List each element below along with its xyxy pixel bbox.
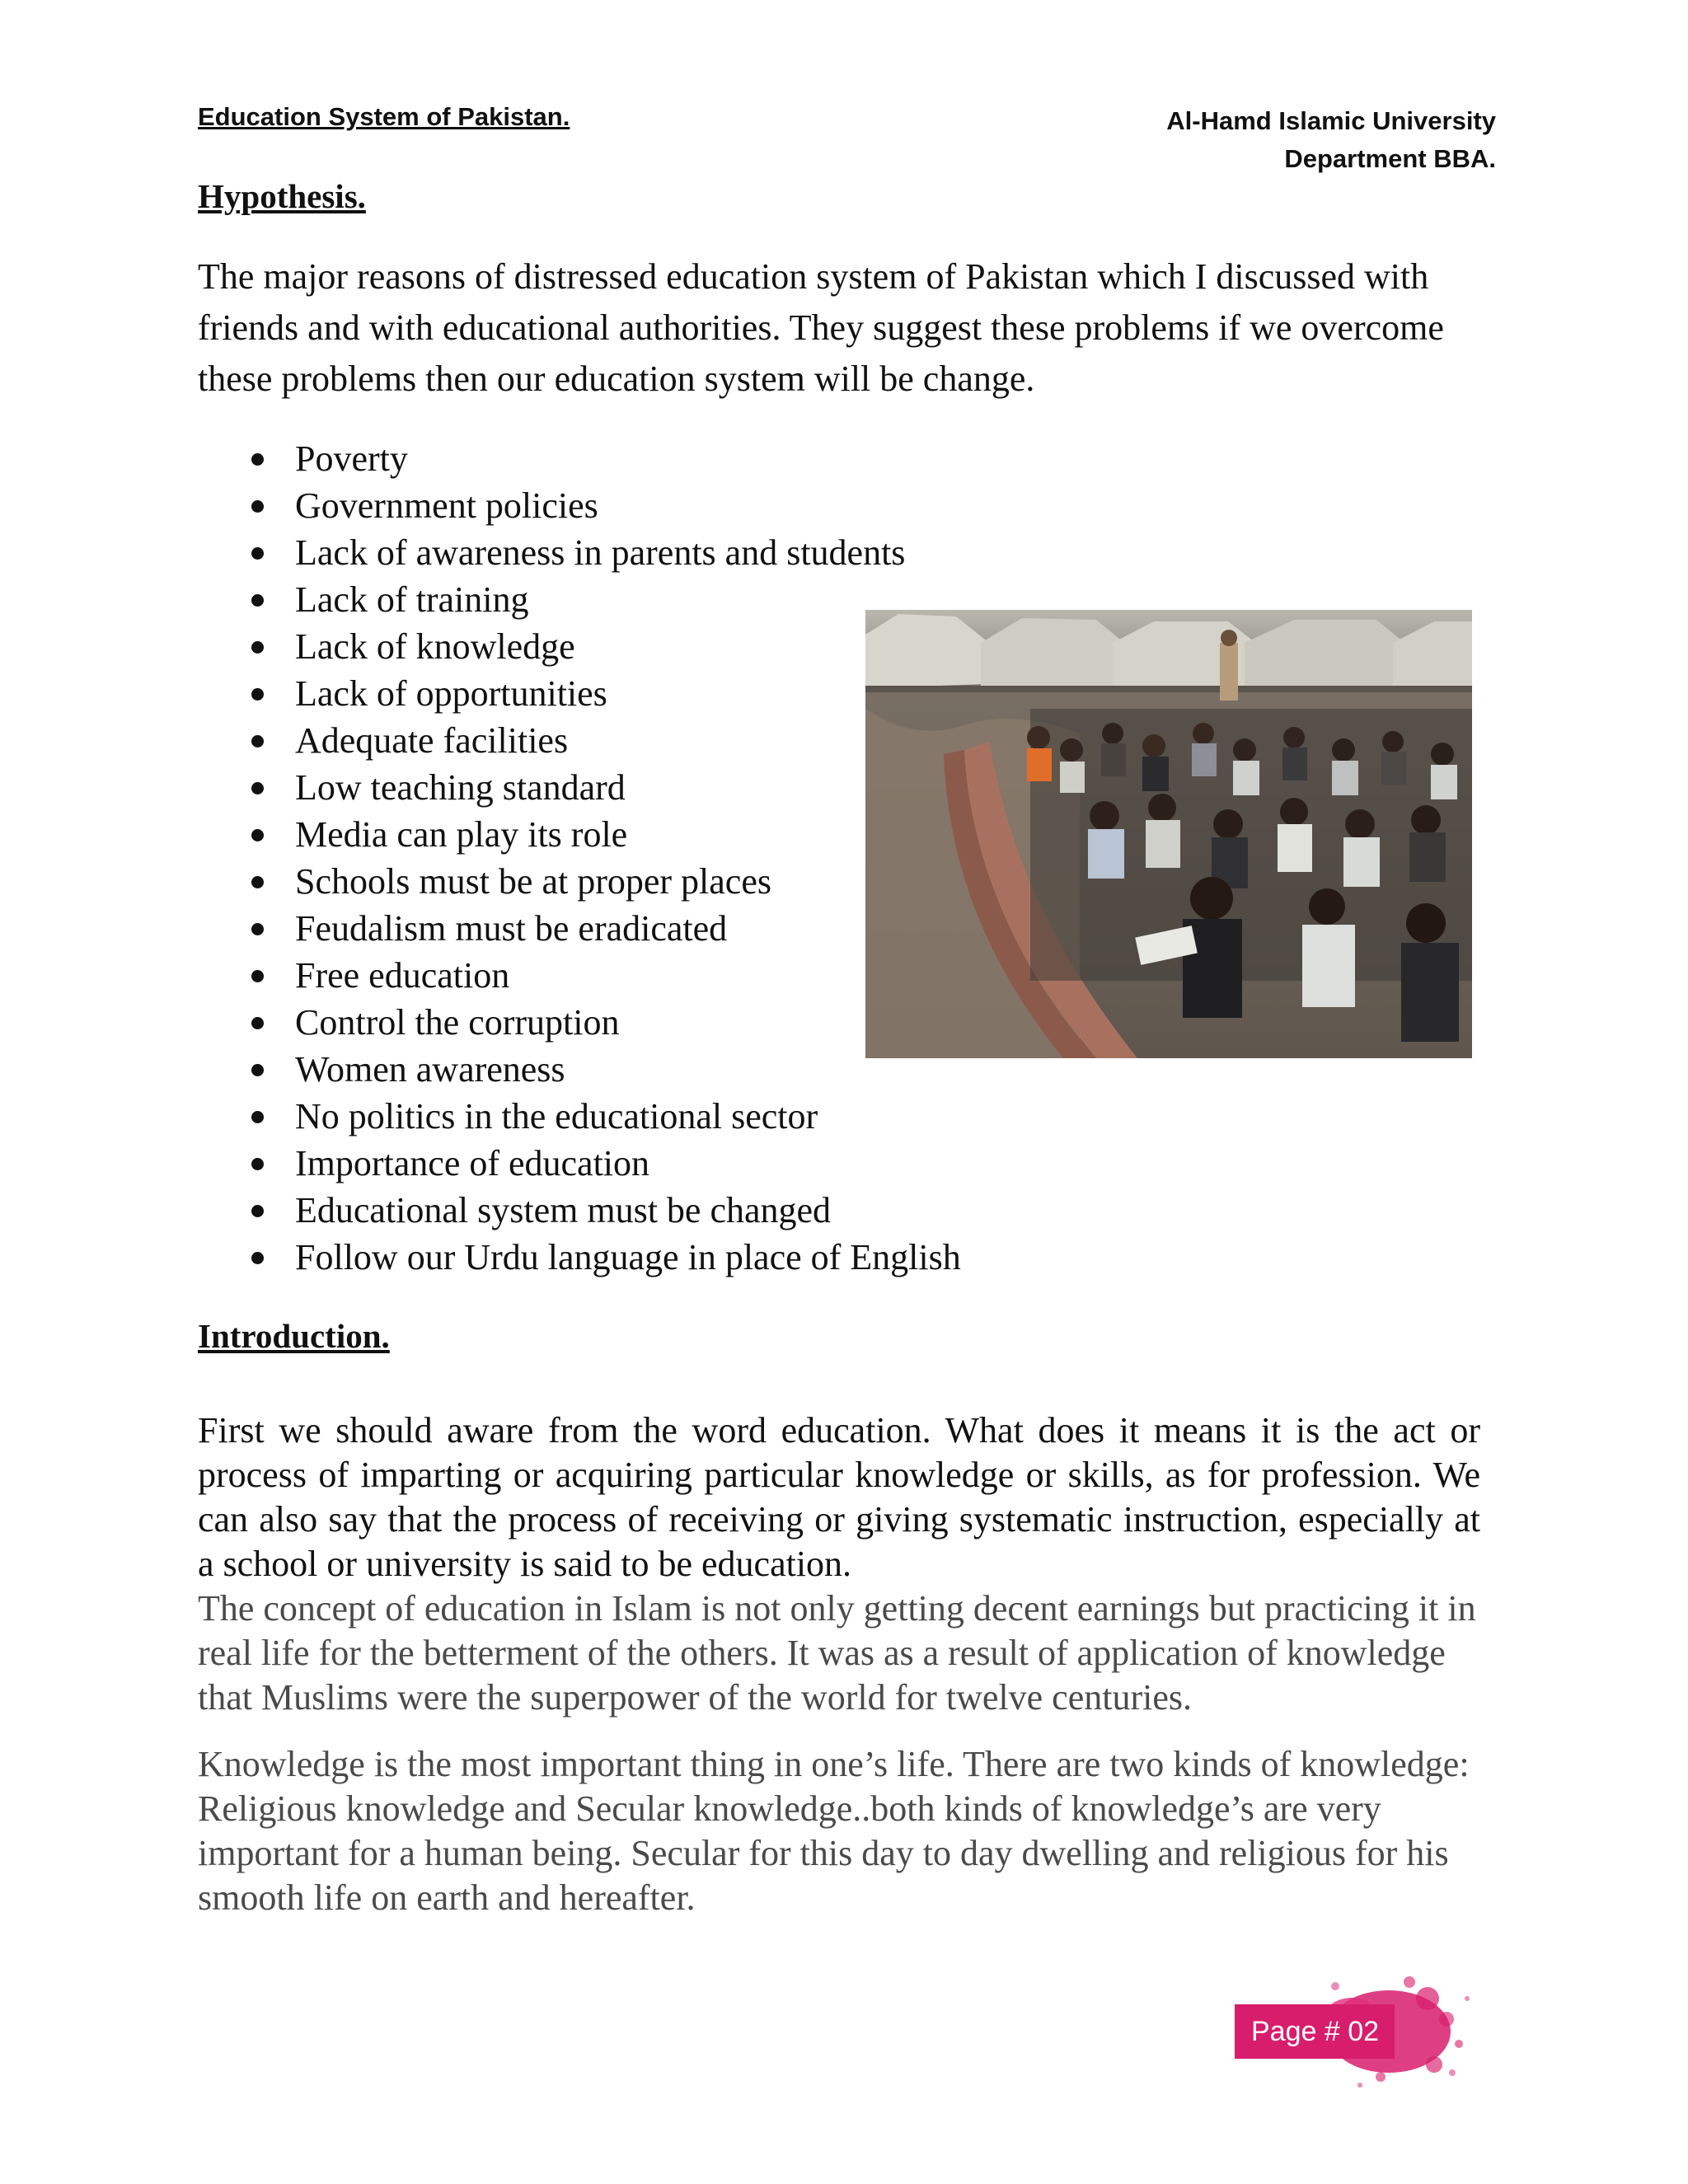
introduction-paragraph-3: Knowledge is the most important thing in one’s life. There are two kinds of knowledge: Religious knowledge and Secular knowledge..both kinds of knowledge’s are very important for a human being. Secular for this day to day dwelling and religious for his smooth life on earth and hereafter. [198, 1744, 1470, 1918]
list-item-text: Free education [295, 955, 510, 996]
introduction-paragraph-1: First we should aware from the word education. What does it means it is the act or process of imparting or acquiring particular knowledge or skills, as for profession. We can also say that the process of receiving or giving systematic instruction, especially at a school or university is said to be education. [198, 1410, 1480, 1584]
hypothesis-heading: Hypothesis. [198, 177, 366, 215]
list-item [198, 1140, 961, 1187]
bullet-icon [251, 1017, 264, 1029]
list-item [198, 764, 961, 811]
hypothesis-paragraph: The major reasons of distressed education system of Pakistan which I discussed with friends and with educational authorities. They suggest these problems if we overcome these problems then our education system will be change. [198, 256, 1444, 399]
list-item-text: Lack of awareness in parents and students [295, 532, 906, 573]
list-item-text: Schools must be at proper places [295, 861, 771, 902]
list-item-text: Follow our Urdu language in place of English [295, 1237, 961, 1277]
bullet-icon [251, 594, 264, 607]
list-item-text: Lack of opportunities [295, 673, 607, 714]
list-item [198, 670, 961, 717]
page-number-label: Page # 02 [1235, 2004, 1395, 2059]
list-item [198, 905, 961, 952]
list-item [198, 482, 961, 529]
bullet-icon [251, 829, 264, 841]
list-item [198, 1093, 961, 1140]
list-item [198, 952, 961, 999]
list-item-text: Educational system must be changed [295, 1190, 832, 1230]
bullet-icon [251, 735, 264, 748]
list-item-text: No politics in the educational sector [295, 1096, 818, 1137]
list-item [198, 1046, 961, 1093]
bullet-icon [251, 500, 264, 513]
bullet-icon [251, 641, 264, 654]
introduction-paragraph-2: The concept of education in Islam is not only getting decent earnings but practicing it in real life for the betterment of the others. It was as a result of application of knowledge that Muslims were the superpower of the world for twelve centuries. [198, 1588, 1476, 1718]
list-item [198, 435, 961, 482]
introduction-heading: Introduction. [198, 1317, 390, 1355]
list-item-text: Importance of education [295, 1143, 650, 1183]
bullet-icon [251, 923, 264, 935]
bullet-icon [251, 1064, 264, 1076]
document-title: Education System of Pakistan. [198, 102, 570, 131]
list-item-text: Women awareness [295, 1049, 565, 1090]
bullet-icon [251, 1158, 264, 1170]
list-item-text: Lack of knowledge [295, 626, 575, 667]
bullet-icon [251, 970, 264, 982]
bullet-icon [251, 1111, 264, 1123]
list-item [198, 811, 961, 858]
list-item [198, 576, 961, 623]
page-number-badge [1212, 1966, 1484, 2093]
list-item-text: Lack of training [295, 579, 529, 620]
classroom-photo [865, 610, 1472, 1058]
bullet-icon [251, 688, 264, 701]
list-item-text: Feudalism must be eradicated [295, 908, 728, 949]
list-item [198, 858, 961, 905]
list-item [198, 999, 961, 1046]
department-name: Department BBA. [1284, 144, 1496, 173]
list-item-text: Adequate facilities [295, 720, 569, 761]
list-item [198, 717, 961, 764]
bullet-icon [251, 1252, 264, 1264]
list-item [198, 1187, 961, 1234]
list-item [198, 1234, 961, 1281]
list-item-text: Government policies [295, 485, 598, 526]
list-item [198, 529, 961, 576]
bullet-icon [251, 1205, 264, 1217]
institution-block [1166, 102, 1496, 178]
reasons-list [198, 435, 961, 1281]
list-item-text: Poverty [295, 438, 408, 479]
bullet-icon [251, 876, 264, 888]
list-item-text: Low teaching standard [295, 767, 626, 808]
bullet-icon [251, 547, 264, 560]
list-item [198, 623, 961, 670]
bullet-icon [251, 453, 264, 466]
list-item-text: Control the corruption [295, 1002, 620, 1043]
list-item-text: Media can play its role [295, 814, 628, 855]
university-name: Al-Hamd Islamic University [1166, 106, 1496, 135]
bullet-icon [251, 782, 264, 794]
